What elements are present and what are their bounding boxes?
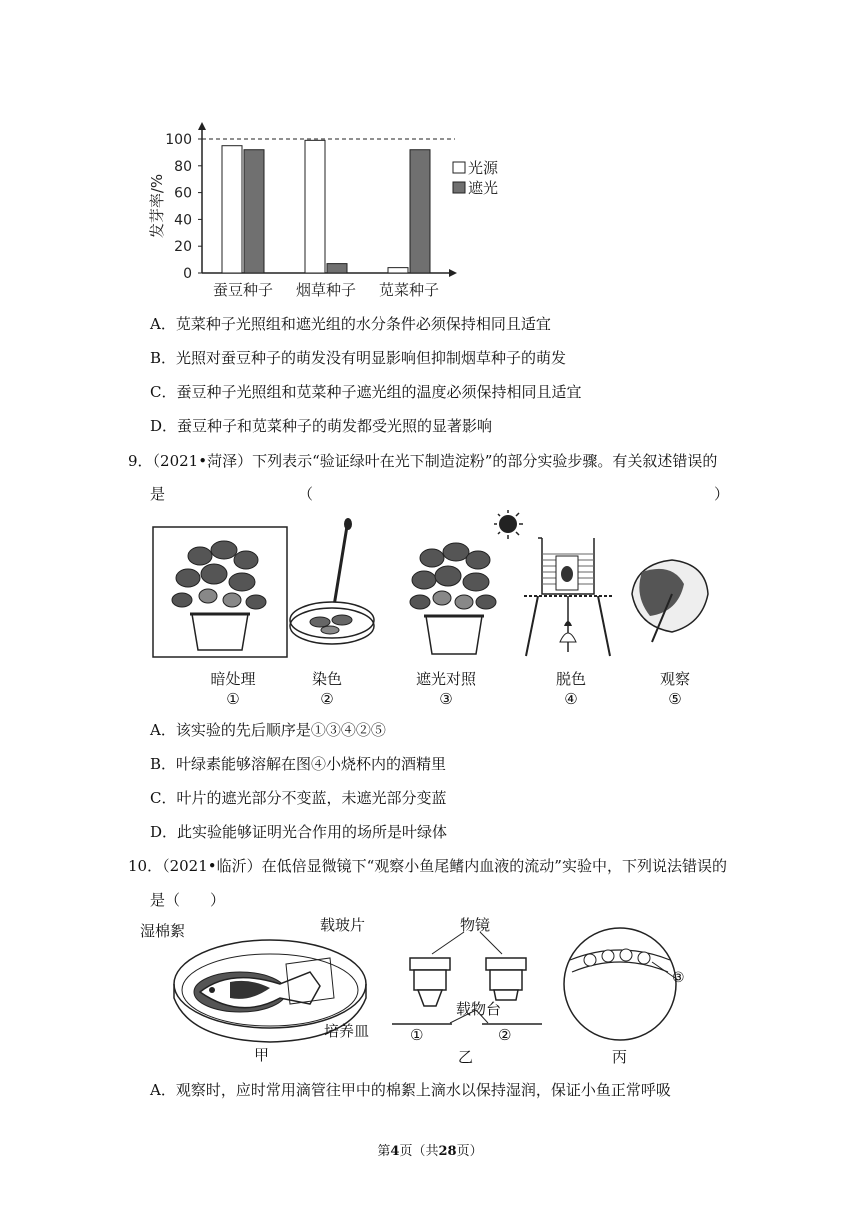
y-tick-label: 40 (174, 212, 192, 229)
x-category-label: 苋菜种子 (378, 281, 440, 299)
legend-label: 遮光 (468, 179, 499, 197)
figure-jia-caption: 甲 (254, 1046, 270, 1064)
q8-option-b: B．光照对蚕豆种子的萌发没有明显影响但抑制烟草种子的萌发 (150, 349, 567, 367)
legend-swatch (453, 182, 465, 193)
y-tick-label: 0 (183, 266, 192, 282)
x-category-label: 烟草种子 (295, 281, 357, 299)
q10-figure (140, 914, 720, 1074)
q8-option-d: D．蚕豆种子和苋菜种子的萌发都受光照的显著影响 (150, 417, 493, 435)
bar-light (388, 268, 408, 273)
step-3-num: ③ (439, 690, 453, 708)
bar-light (305, 140, 325, 273)
q10-stem-end: 是（ ） (150, 891, 226, 909)
glass-slide-label: 载玻片 (320, 916, 366, 934)
page-footer (0, 1140, 860, 1159)
step-4-label: 脱色 (555, 670, 586, 688)
y-tick-label: 60 (174, 185, 192, 202)
yi-num-1: ① (410, 1026, 424, 1044)
step-2-num: ② (320, 690, 334, 708)
y-tick-label: 80 (174, 158, 192, 175)
bar-shade (410, 150, 430, 273)
figure-bing-caption: 丙 (612, 1048, 628, 1066)
q10-stem: 10．（2021•临沂）在低倍显微镜下“观察小鱼尾鳍内血液的流动”实验中，下列说法错误的 (128, 857, 727, 875)
bar-shade (244, 150, 264, 273)
q8-option-a: A．苋菜种子光照组和遮光组的水分条件必须保持相同且适宜 (150, 315, 551, 333)
q9-answer-paren-open: （ (298, 485, 314, 503)
step-1-label: 暗处理 (210, 670, 256, 688)
x-axis-arrow (449, 269, 457, 277)
wet-cotton-label: 湿棉絮 (140, 922, 186, 940)
bing-num-3: ③ (672, 970, 685, 986)
q9-option-b: B．叶绿素能够溶解在图④小烧杯内的酒精里 (150, 755, 447, 773)
q9-answer-paren-close: ） (714, 485, 730, 503)
q9-stem: 9．（2021•菏泽）下列表示“验证绿叶在光下制造淀粉”的部分实验步骤。有关叙述错误的 (128, 452, 718, 470)
q9-option-c: C．叶片的遮光部分不变蓝，未遮光部分变蓝 (150, 789, 447, 807)
q9-step-figure (140, 510, 720, 710)
decolor-water-bath-image (520, 534, 616, 660)
q9-option-d: D．此实验能够证明光合作用的场所是叶绿体 (150, 823, 448, 841)
staining-dish-dropper-image (286, 516, 380, 656)
step-5-label: 观察 (659, 670, 690, 688)
y-axis-arrow (198, 122, 206, 130)
petri-dish-label: 培养皿 (324, 1022, 370, 1040)
y-axis-label: 发芽率/% (148, 173, 166, 239)
q9-option-a: A．该实验的先后顺序是①③④②⑤ (150, 721, 386, 739)
x-category-label: 蚕豆种子 (212, 281, 274, 299)
footer-mid: 页（共 (399, 1144, 439, 1159)
stage-label: 载物台 (456, 1000, 502, 1018)
legend-label: 光源 (468, 159, 499, 177)
y-tick-label: 20 (174, 239, 192, 256)
footer-page-number: 4 (390, 1144, 400, 1159)
step-5-num: ⑤ (668, 690, 682, 708)
footer-total-pages: 28 (438, 1144, 457, 1159)
bar-shade (327, 264, 347, 273)
q8-option-c: C．蚕豆种子光照组和苋菜种子遮光组的温度必须保持相同且适宜 (150, 383, 582, 401)
footer-post: 页） (456, 1144, 483, 1159)
dark-treatment-plant-image (152, 526, 288, 658)
figure-yi-caption: 乙 (458, 1048, 474, 1066)
step-2-label: 染色 (311, 670, 342, 688)
q10-option-a: A．观察时，应时常用滴管往甲中的棉絮上滴水以保持湿润，保证小鱼正常呼吸 (150, 1081, 671, 1099)
legend-swatch (453, 162, 465, 173)
q9-stem-end: 是 (150, 485, 166, 503)
bar-light (222, 146, 242, 273)
step-1-num: ① (226, 690, 240, 708)
objective-label: 物镜 (460, 916, 491, 934)
step-3-label: 遮光对照 (415, 670, 476, 688)
footer-pre: 第 (377, 1144, 391, 1159)
step-4-num: ④ (564, 690, 578, 708)
observed-leaf-image (628, 554, 712, 644)
germination-bar-chart (140, 120, 540, 310)
y-tick-label: 100 (165, 132, 192, 148)
yi-num-2: ② (498, 1026, 512, 1044)
